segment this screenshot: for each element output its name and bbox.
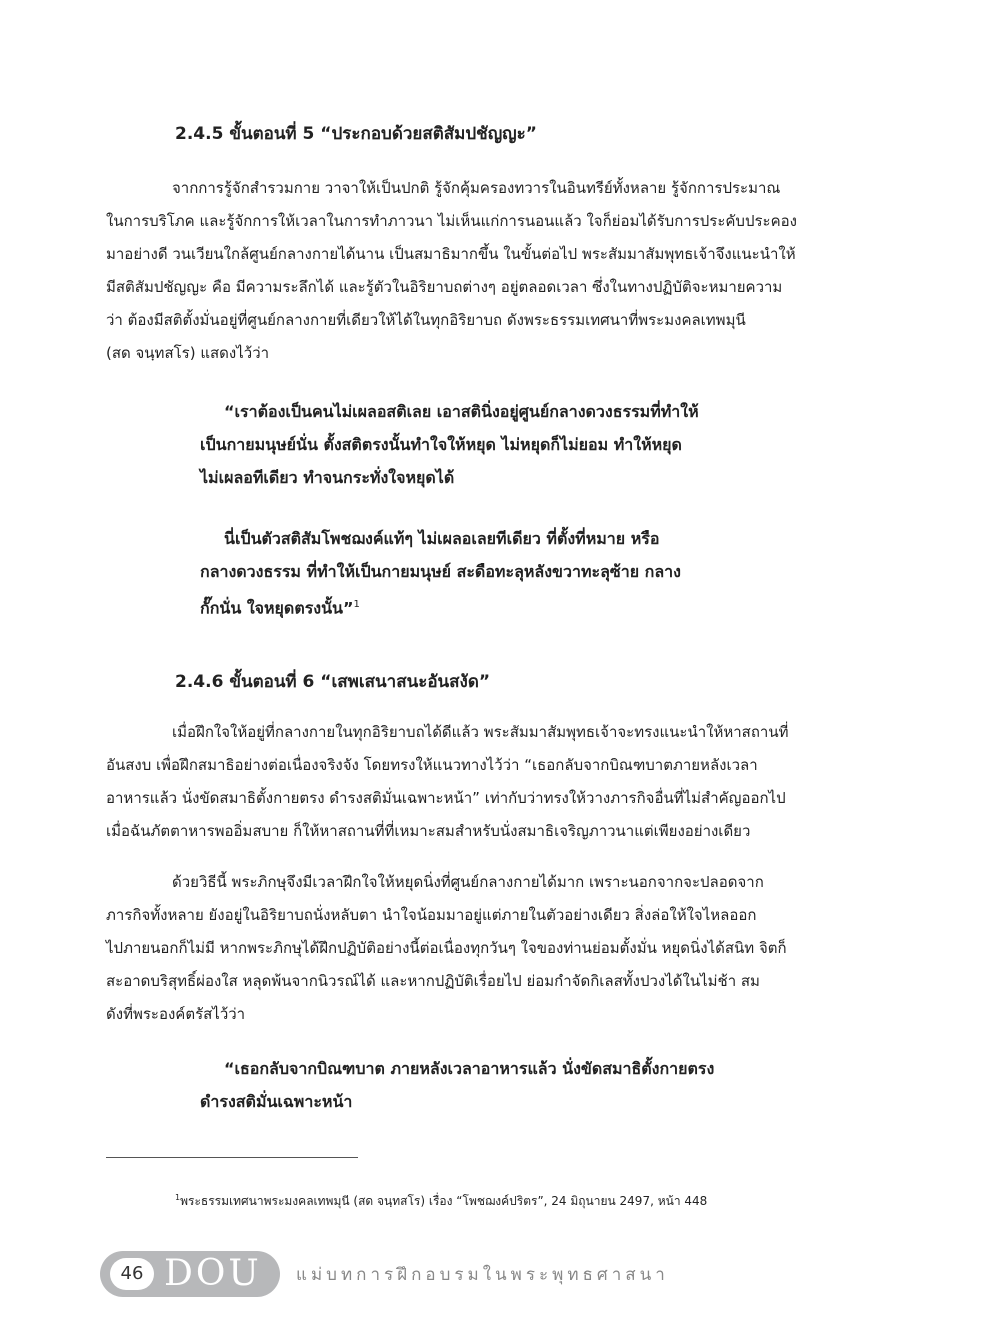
paragraph-line: มีสติสัมปชัญญะ คือ มีความระลึกได้ และรู้ตัวในอิริยาบถต่างๆ อยู่ตลอดเวลา ซึ่งในทางปฏิบัติจะหมายความ bbox=[106, 278, 783, 296]
footnote-reference[interactable]: 1 bbox=[353, 599, 360, 610]
paragraph-line: อาหารแล้ว นั่งขัดสมาธิตั้งกายตรง ดำรงสติมั่นเฉพาะหน้า” เท่ากับว่าทรงให้วางภารกิจอื่นที่ไม่สำคัญออกไป bbox=[106, 789, 786, 807]
quote-block-1 bbox=[200, 395, 775, 494]
quote-line: กลางดวงธรรม ที่ทำให้เป็นกายมนุษย์ สะดือทะลุหลังขวาทะลุซ้าย กลาง bbox=[200, 562, 681, 581]
paragraph-line: ภารกิจทั้งหลาย ยังอยู่ในอิริยาบถนั่งหลับตา นำใจน้อมมาอยู่แต่ภายในตัวอย่างเดียว สิ่งล่อให้ใจไหลออก bbox=[106, 906, 757, 924]
paragraph-line: เมื่อฝึกใจให้อยู่ที่กลางกายในทุกอิริยาบถได้ดีแล้ว พระสัมมาสัมพุทธเจ้าจะทรงแนะนำให้หาสถานที่ bbox=[172, 723, 789, 741]
section-heading-2-4-6: 2.4.6 ขั้นตอนที่ 6 “เสพเสนาสนะอันสงัด” bbox=[175, 672, 491, 692]
paragraph-line: สะอาดบริสุทธิ์ผ่องใส หลุดพ้นจากนิวรณ์ได้ และหากปฏิบัติเรื่อยไป ย่อมกำจัดกิเลสทั้งปวงได้ในไม่ช้า สม bbox=[106, 972, 760, 990]
page-number: 46 bbox=[110, 1258, 154, 1290]
paragraph-line: ว่า ต้องมีสติตั้งมั่นอยู่ที่ศูนย์กลางกายที่เดียวให้ได้ในทุกอิริยาบถ ดังพระธรรมเทศนาที่พระมงคลเทพมุนี bbox=[106, 311, 746, 329]
paragraph-line: ในการบริโภค และรู้จักการให้เวลาในการทำภาวนา ไม่เห็นแก่การนอนแล้ว ใจก็ย่อมได้รับการประคับประคอง bbox=[106, 212, 797, 230]
paragraph-line: อันสงบ เพื่อฝึกสมาธิอย่างต่อเนื่องจริงจัง โดยทรงให้แนวทางไว้ว่า “เธอกลับจากบิณฑบาตภายหลังเวลา bbox=[106, 756, 758, 774]
dou-logo: DOU bbox=[164, 1253, 262, 1294]
section-2-4-6-paragraph-1 bbox=[106, 716, 882, 848]
quote-line: นี่เป็นตัวสติสัมโพชฌงค์แท้ๆ ไม่เผลอเลยทีเดียว ที่ตั้งที่หมาย หรือ bbox=[224, 529, 660, 548]
quote-line: “เราต้องเป็นคนไม่เผลอสติเลย เอาสตินิ่งอยู่ศูนย์กลางดวงธรรมที่ทำให้ bbox=[224, 402, 699, 421]
paragraph-line: มาอย่างดี วนเวียนใกล้ศูนย์กลางกายได้นาน เป็นสมาธิมากขึ้น ในขั้นต่อไป พระสัมมาสัมพุทธเจ้าจึงแนะนำให้ bbox=[106, 245, 796, 263]
section-2-4-5-paragraph bbox=[106, 172, 882, 370]
paragraph-line: ดังที่พระองค์ตรัสไว้ว่า bbox=[106, 1005, 246, 1023]
paragraph-line: ไปภายนอกก็ไม่มี หากพระภิกษุได้ฝึกปฏิบัติอย่างนี้ต่อเนื่องทุกวันๆ ใจของท่านย่อมตั้งมั่น หยุดนิ่งได้สนิท จิตก็ bbox=[106, 939, 787, 957]
section-2-4-6-paragraph-2 bbox=[106, 866, 882, 1031]
quote-line: เป็นกายมนุษย์นั่น ตั้งสติตรงนั้นทำใจให้หยุด ไม่หยุดก็ไม่ยอม ทำให้หยุด bbox=[200, 435, 682, 454]
paragraph-line: เมื่อฉันภัตตาหารพออิ่มสบาย ก็ให้หาสถานที่ที่เหมาะสมสำหรับนั่งสมาธิเจริญภาวนาแต่เพียงอย่างเดียว bbox=[106, 822, 751, 840]
quote-line: ไม่เผลอทีเดียว ทำจนกระทั่งใจหยุดได้ bbox=[200, 468, 455, 487]
footnote-marker: 1 bbox=[175, 1193, 181, 1202]
paragraph-line: (สด จนฺทสโร) แสดงไว้ว่า bbox=[106, 344, 270, 362]
section-heading-2-4-5: 2.4.5 ขั้นตอนที่ 5 “ประกอบด้วยสติสัมปชัญญะ” bbox=[175, 124, 537, 144]
quote-line bbox=[200, 588, 775, 624]
quote-block-2 bbox=[200, 522, 775, 624]
paragraph-line: จากการรู้จักสำรวมกาย วาจาให้เป็นปกติ รู้จักคุ้มครองทวารในอินทรีย์ทั้งหลาย รู้จักการประมาณ bbox=[172, 179, 781, 197]
book-title: แม่บทการฝึกอบรมในพระพุทธศาสนา bbox=[296, 1265, 669, 1285]
page-footer bbox=[100, 1251, 740, 1297]
quote-block-3 bbox=[200, 1052, 775, 1118]
footnote bbox=[175, 1188, 895, 1211]
quote-line-text: กั๊กนั่น ใจหยุดตรงนั้น” bbox=[200, 598, 354, 618]
paragraph-line: ด้วยวิธีนี้ พระภิกษุจึงมีเวลาฝึกใจให้หยุดนิ่งที่ศูนย์กลางกายได้มาก เพราะนอกจากจะปลอดจาก bbox=[172, 873, 764, 891]
footer-badge bbox=[100, 1251, 280, 1297]
footnote-text: พระธรรมเทศนาพระมงคลเทพมุนี (สด จนฺทสโร) เรื่อง “โพชฌงค์ปริตร”, 24 มิถุนายน 2497, หน้า 448 bbox=[180, 1194, 708, 1208]
quote-line: “เธอกลับจากบิณฑบาต ภายหลังเวลาอาหารแล้ว นั่งขัดสมาธิตั้งกายตรง bbox=[224, 1059, 715, 1078]
quote-line: ดำรงสติมั่นเฉพาะหน้า bbox=[200, 1092, 353, 1111]
footnote-divider bbox=[106, 1157, 358, 1158]
